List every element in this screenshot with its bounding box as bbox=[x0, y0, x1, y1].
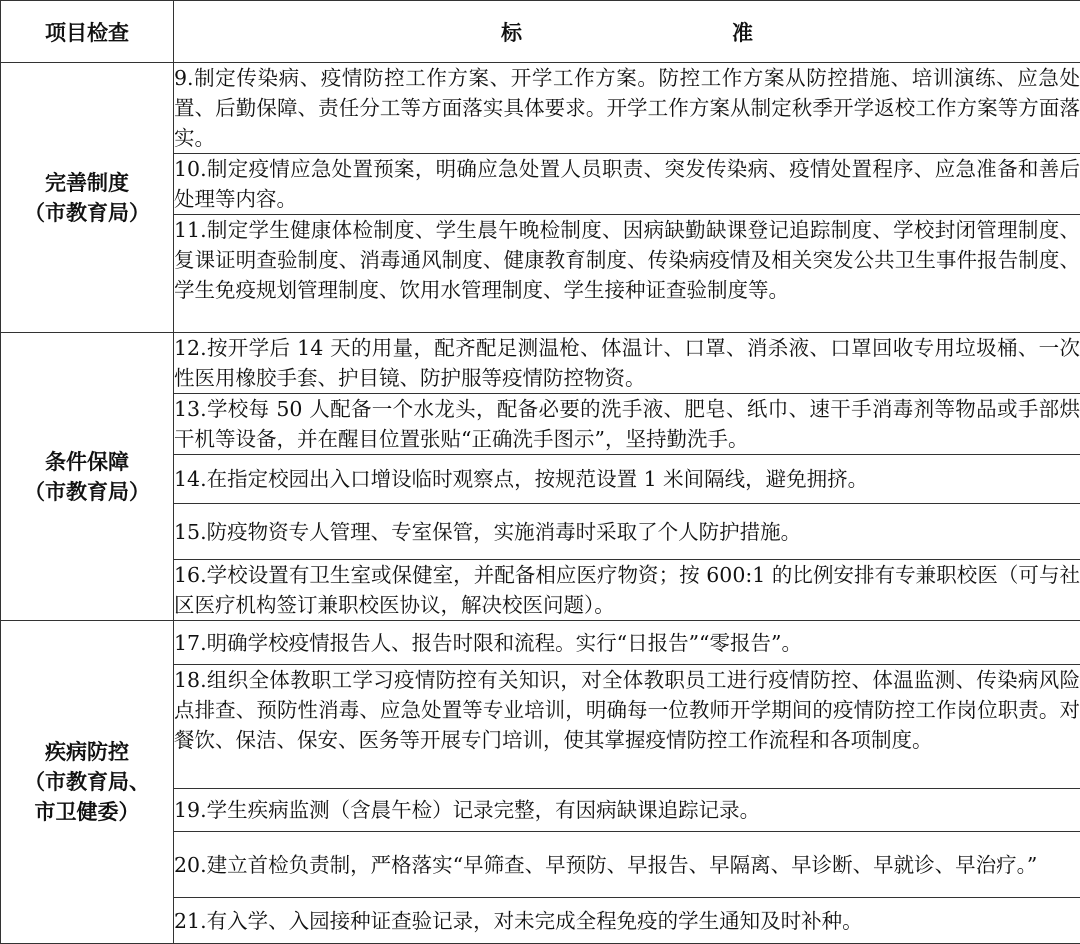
standard-item-16: 16.学校设置有卫生室或保健室，并配备相应医疗物资；按 600:1 的比例安排有专兼职校医（可与社区医疗机构签订兼职校医协议，解决校医问题）。 bbox=[174, 560, 1080, 621]
table-row bbox=[1, 621, 1080, 665]
category-department: （市教育局、 bbox=[1, 767, 173, 797]
category-name: 完善制度 bbox=[1, 168, 173, 198]
category-cell-1 bbox=[1, 63, 174, 333]
category-cell-3 bbox=[1, 621, 174, 944]
header-project-check: 项目检查 bbox=[1, 1, 174, 63]
standard-item-12: 12.按开学后 14 天的用量，配齐配足测温枪、体温计、口罩、消杀液、口罩回收专用垃圾桶、一次性医用橡胶手套、护目镜、防护服等疫情防控物资。 bbox=[174, 333, 1080, 394]
category-name: 条件保障 bbox=[1, 447, 173, 477]
table-row bbox=[1, 333, 1080, 394]
standard-item-18: 18.组织全体教职工学习疫情防控有关知识，对全体教职员工进行疫情防控、体温监测、传染病风险点排查、预防性消毒、应急处置等专业培训，明确每一位教师开学期间的疫情防控工作岗位职责。对餐饮、保洁、保安、医务等开展专门培训，使其掌握疫情防控工作流程和各项制度。 bbox=[174, 665, 1080, 789]
standard-item-13: 13.学校每 50 人配备一个水龙头，配备必要的洗手液、肥皂、纸巾、速干手消毒剂等物品或手部烘干机等设备，并在醒目位置张贴“正确洗手图示”，坚持勤洗手。 bbox=[174, 394, 1080, 455]
table-row bbox=[1, 63, 1080, 154]
standard-item-21: 21.有入学、入园接种证查验记录，对未完成全程免疫的学生通知及时补种。 bbox=[174, 898, 1080, 944]
header-standard bbox=[174, 1, 1080, 63]
standard-item-11: 11.制定学生健康体检制度、学生晨午晚检制度、因病缺勤缺课登记追踪制度、学校封闭管理制度、复课证明查验制度、消毒通风制度、健康教育制度、传染病疫情及相关突发公共卫生事件报告制度、学生免疫规划管理制度、饮用水管理制度、学生接种证查验制度等。 bbox=[174, 215, 1080, 333]
header-standard-text: 标准 bbox=[501, 21, 963, 45]
standard-item-10: 10.制定疫情应急处置预案，明确应急处置人员职责、突发传染病、疫情处置程序、应急准备和善后处理等内容。 bbox=[174, 154, 1080, 215]
category-name: 疾病防控 bbox=[1, 737, 173, 767]
standard-item-19: 19.学生疾病监测（含晨午检）记录完整，有因病缺课追踪记录。 bbox=[174, 789, 1080, 832]
standard-item-14: 14.在指定校园出入口增设临时观察点，按规范设置 1 米间隔线，避免拥挤。 bbox=[174, 455, 1080, 504]
category-department-2: 市卫健委） bbox=[1, 797, 173, 827]
standard-item-15: 15.防疫物资专人管理、专室保管，实施消毒时采取了个人防护措施。 bbox=[174, 504, 1080, 560]
category-cell-2 bbox=[1, 333, 174, 621]
standard-item-17: 17.明确学校疫情报告人、报告时限和流程。实行“日报告”“零报告”。 bbox=[174, 621, 1080, 665]
standard-item-20: 20.建立首检负责制，严格落实“早筛查、早预防、早报告、早隔离、早诊断、早就诊、早治疗。” bbox=[174, 832, 1080, 898]
standard-item-9: 9.制定传染病、疫情防控工作方案、开学工作方案。防控工作方案从防控措施、培训演练、应急处置、后勤保障、责任分工等方面落实具体要求。开学工作方案从制定秋季开学返校工作方案等方面落实。 bbox=[174, 63, 1080, 154]
category-department: （市教育局） bbox=[1, 198, 173, 228]
category-department: （市教育局） bbox=[1, 477, 173, 507]
header-row bbox=[1, 1, 1080, 63]
